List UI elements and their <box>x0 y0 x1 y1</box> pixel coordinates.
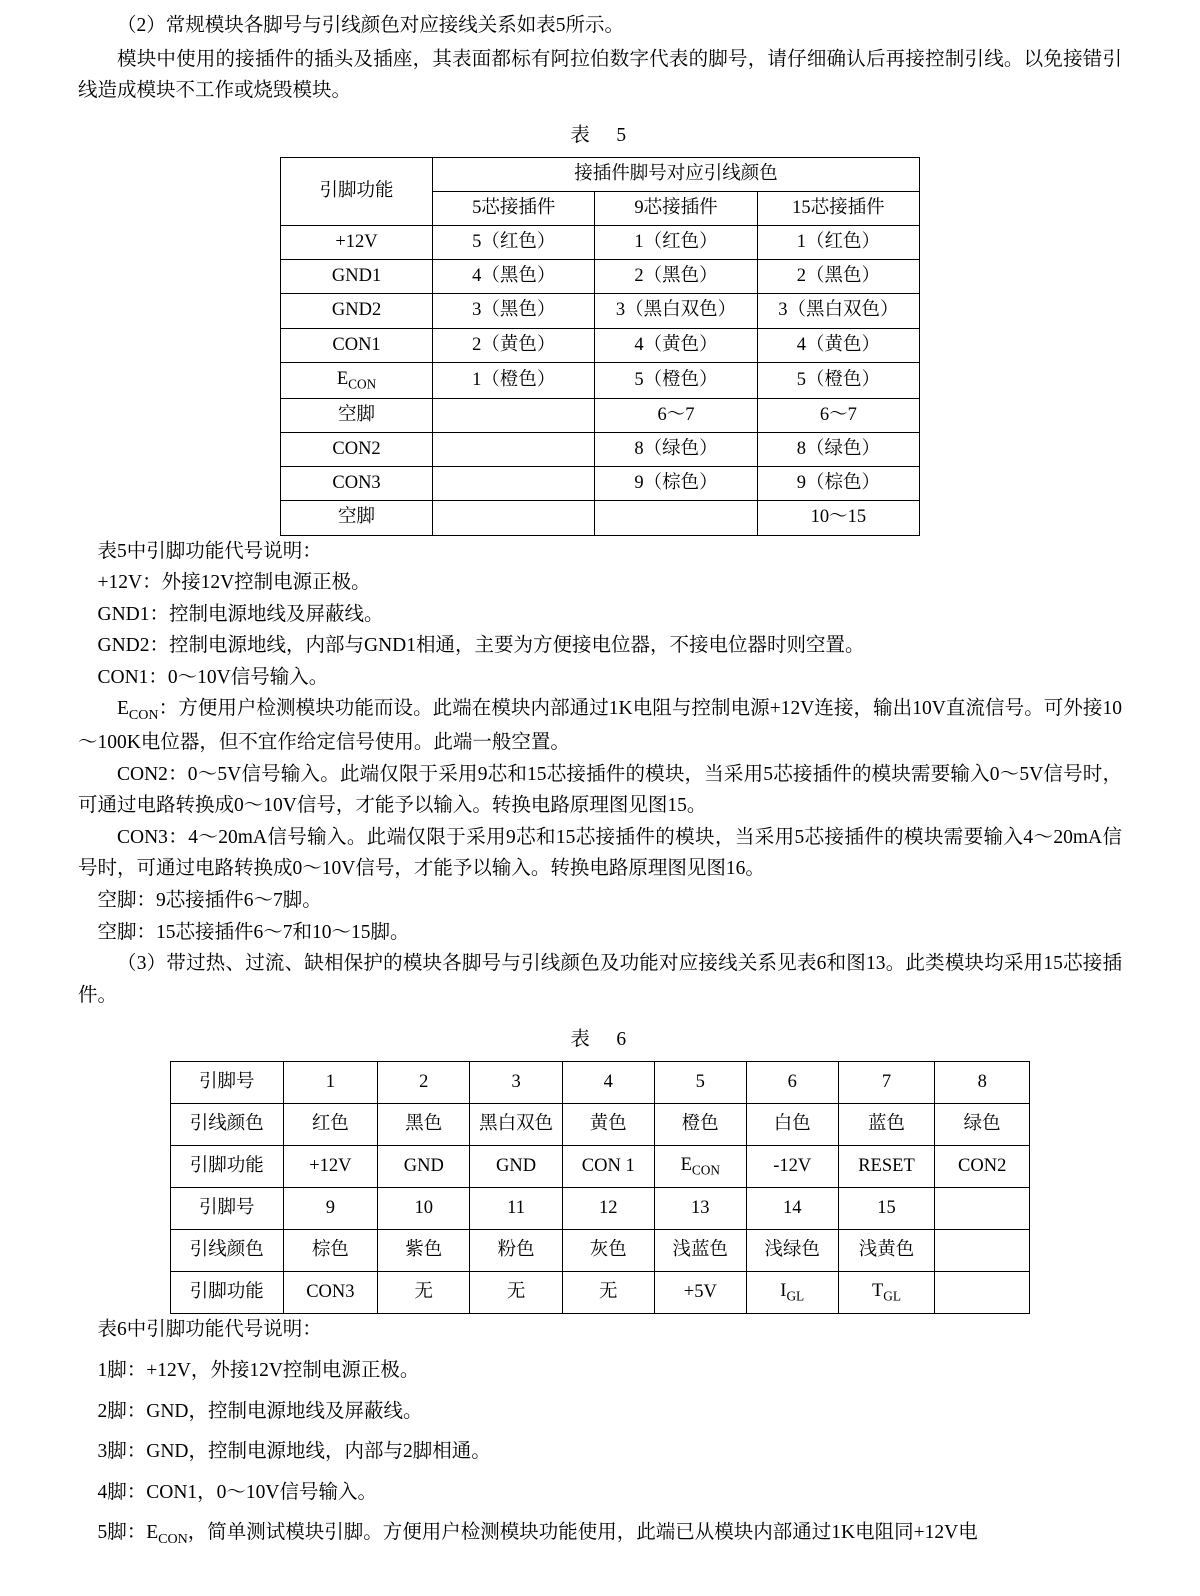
table6-cell: 黑白双色 <box>470 1104 562 1146</box>
table5-cell-5pin: 2（黄色） <box>433 328 595 362</box>
table6-cell: +5V <box>654 1272 746 1314</box>
table6-cell: CON3 <box>283 1272 378 1314</box>
table5-cell-5pin: 5（红色） <box>433 226 595 260</box>
table6-cell: RESET <box>838 1146 935 1188</box>
table5-cell-fn: 空脚 <box>281 501 433 535</box>
table6-cell: 无 <box>470 1272 562 1314</box>
table6-cell: 紫色 <box>378 1230 470 1272</box>
table5-cell-fn: GND1 <box>281 260 433 294</box>
intro-line-1: （2）常规模块各脚号与引线颜色对应接线关系如表5所示。 <box>117 15 625 36</box>
table5-cell-9pin: 2（黑色） <box>595 260 757 294</box>
table6-cell: 粉色 <box>470 1230 562 1272</box>
table6-cell: 4 <box>562 1062 654 1104</box>
table-6 <box>170 1061 1030 1314</box>
notes5-con3-paragraph: CON3：4～20mA信号输入。此端仅限于采用9芯和15芯接插件的模块，当采用5芯接插件的模块需要输入4～20mA信号时，可通过电路转换成0～10V信号，才能予以输入。转换电路原理图见图16。 <box>78 826 1122 880</box>
notes6-item: 2脚：GND，控制电源地线及屏蔽线。 <box>97 1400 423 1422</box>
table-row <box>281 260 920 294</box>
table5-header-function: 引脚功能 <box>281 157 433 225</box>
econ-label: E <box>336 368 349 389</box>
notes5-item: GND1：控制电源地线及屏蔽线。 <box>97 603 384 625</box>
table-row <box>281 226 920 260</box>
table5-cell-9pin: 8（绿色） <box>595 433 757 467</box>
table6-rowhead: 引脚号 <box>171 1188 284 1230</box>
table6-cell: 浅黄色 <box>838 1230 935 1272</box>
table6-cell: 13 <box>654 1188 746 1230</box>
table6-cell-empty <box>935 1230 1030 1272</box>
table6-rowhead: 引脚功能 <box>171 1146 284 1188</box>
table6-caption: 表 6 <box>570 1029 630 1051</box>
table6-cell: 6 <box>746 1062 838 1104</box>
table-row <box>281 362 920 398</box>
table-row <box>171 1104 1030 1146</box>
table-row <box>281 467 920 501</box>
table6-cell: 1 <box>283 1062 378 1104</box>
table6-cell: 12 <box>562 1188 654 1230</box>
table5-header-15pin: 15芯接插件 <box>757 192 919 226</box>
table5-cell-5pin: 4（黑色） <box>433 260 595 294</box>
table5-cell-5pin <box>433 433 595 467</box>
table5-cell-9pin: 4（黄色） <box>595 328 757 362</box>
notes5-item: GND2：控制电源地线，内部与GND1相通，主要为方便接电位器，不接电位器时则空置。 <box>97 635 865 657</box>
table5-header-5pin: 5芯接插件 <box>433 192 595 226</box>
table6-cell: 绿色 <box>935 1104 1030 1146</box>
table6-rowhead: 引线颜色 <box>171 1104 284 1146</box>
notes5-econ-paragraph: $E_{CON}$：方便用户检测模块功能而设。此端在模块内部通过1K电阻与控制电源+12V连接，输出10V直流信号。可外接10～100K电位器，但不宜作给定信号使用。此端一般空置。 <box>78 698 1122 754</box>
table6-cell: 8 <box>935 1062 1030 1104</box>
intro-line-2: 模块中使用的接插件的插头及插座，其表面都标有阿拉伯数字代表的脚号，请仔细确认后再接控制引线。以免接错引线造成模块不工作或烧毁模块。 <box>78 48 1122 102</box>
notes6-item: 4脚：CON1，0～10V信号输入。 <box>97 1481 378 1503</box>
table-row <box>281 157 920 191</box>
notes5-con2-paragraph: CON2：0～5V信号输入。此端仅限于采用9芯和15芯接插件的模块，当采用5芯接插件的模块需要输入0～5V信号时，可通过电路转换成0～10V信号，才能予以输入。转换电路原理图见图15。 <box>78 763 1122 817</box>
table-row <box>171 1146 1030 1188</box>
table6-cell: CON2 <box>935 1146 1030 1188</box>
table5-cell-15pin: 3（黑白双色） <box>757 294 919 328</box>
table6-cell: 9 <box>283 1188 378 1230</box>
table6-cell: 2 <box>378 1062 470 1104</box>
table6-cell: 黄色 <box>562 1104 654 1146</box>
table5-cell-fn <box>281 362 433 398</box>
table5-cell-9pin: 5（橙色） <box>595 362 757 398</box>
table6-cell: 灰色 <box>562 1230 654 1272</box>
table6-cell: 无 <box>378 1272 470 1314</box>
table5-cell-9pin: 1（红色） <box>595 226 757 260</box>
table5-cell-fn: +12V <box>281 226 433 260</box>
table6-rowhead: 引脚功能 <box>171 1272 284 1314</box>
table5-cell-fn: CON3 <box>281 467 433 501</box>
table-row <box>171 1062 1030 1104</box>
table5-cell-9pin: 6～7 <box>595 399 757 433</box>
table6-cell: 浅绿色 <box>746 1230 838 1272</box>
econ-subscript: CON <box>348 376 377 392</box>
table5-cell-fn: CON1 <box>281 328 433 362</box>
table-row <box>281 399 920 433</box>
table5-cell-9pin: 9（棕色） <box>595 467 757 501</box>
table6-cell: 白色 <box>746 1104 838 1146</box>
table6-cell: 11 <box>470 1188 562 1230</box>
table6-cell: 棕色 <box>283 1230 378 1272</box>
table6-cell: 浅蓝色 <box>654 1230 746 1272</box>
table5-cell-fn: GND2 <box>281 294 433 328</box>
table6-rowhead: 引线颜色 <box>171 1230 284 1272</box>
table6-cell: CON 1 <box>562 1146 654 1188</box>
table5-cell-9pin: 3（黑白双色） <box>595 294 757 328</box>
table-row <box>171 1188 1030 1230</box>
table6-cell: $T_{GL}$ <box>838 1272 935 1314</box>
table5-cell-9pin <box>595 501 757 535</box>
table5-cell-15pin: 4（黄色） <box>757 328 919 362</box>
table6-cell: -12V <box>746 1146 838 1188</box>
table6-cell: 5 <box>654 1062 746 1104</box>
table5-caption: 表 5 <box>570 124 630 146</box>
table6-rowhead: 引脚号 <box>171 1062 284 1104</box>
table5-cell-15pin: 9（棕色） <box>757 467 919 501</box>
table6-cell: 蓝色 <box>838 1104 935 1146</box>
notes5-item: 空脚：15芯接插件6～7和10～15脚。 <box>97 921 410 943</box>
table6-cell: +12V <box>283 1146 378 1188</box>
notes6-title: 表6中引脚功能代号说明： <box>97 1319 322 1341</box>
table6-cell: $E_{CON}$ <box>654 1146 746 1188</box>
table5-cell-5pin <box>433 501 595 535</box>
table5-cell-15pin: 1（红色） <box>757 226 919 260</box>
table5-cell-fn: CON2 <box>281 433 433 467</box>
table-5 <box>280 157 920 536</box>
table-row <box>281 294 920 328</box>
table5-header-span: 接插件脚号对应引线颜色 <box>433 157 920 191</box>
table-row <box>171 1272 1030 1314</box>
table5-cell-15pin: 5（橙色） <box>757 362 919 398</box>
table5-cell-5pin: 3（黑色） <box>433 294 595 328</box>
table-row <box>171 1230 1030 1272</box>
notes6-item-last: 5脚：$E_{CON}$，简单测试模块引脚。方便用户检测模块功能使用，此端已从模块内部通过1K电阻同+12V电 <box>97 1522 978 1548</box>
notes5-paragraph-3: （3）带过热、过流、缺相保护的模块各脚号与引线颜色及功能对应接线关系见表6和图13。此类模块均采用15芯接插件。 <box>78 953 1122 1006</box>
table-row <box>281 501 920 535</box>
table-row <box>281 433 920 467</box>
table6-cell: GND <box>470 1146 562 1188</box>
table6-cell: GND <box>378 1146 470 1188</box>
table6-cell: $I_{GL}$ <box>746 1272 838 1314</box>
notes5-item: +12V：外接12V控制电源正极。 <box>97 572 371 594</box>
table5-cell-fn: 空脚 <box>281 399 433 433</box>
table6-cell-empty <box>935 1272 1030 1314</box>
notes6-item: 3脚：GND，控制电源地线，内部与2脚相通。 <box>97 1441 491 1463</box>
table-row <box>281 328 920 362</box>
table6-cell: 无 <box>562 1272 654 1314</box>
table5-cell-15pin: 6～7 <box>757 399 919 433</box>
notes5-item: 空脚：9芯接插件6～7脚。 <box>97 889 322 911</box>
notes5-title: 表5中引脚功能代号说明： <box>97 540 322 562</box>
table5-cell-15pin: 2（黑色） <box>757 260 919 294</box>
table6-cell: 15 <box>838 1188 935 1230</box>
table6-cell-empty <box>935 1188 1030 1230</box>
table5-cell-5pin <box>433 399 595 433</box>
table6-cell: 红色 <box>283 1104 378 1146</box>
table5-cell-15pin: 10～15 <box>757 501 919 535</box>
notes5-item: CON1：0～10V信号输入。 <box>97 666 329 688</box>
notes6-item: 1脚：+12V，外接12V控制电源正极。 <box>97 1360 420 1382</box>
table5-notes <box>78 536 1122 1012</box>
table6-notes <box>78 1314 1122 1551</box>
table5-header-9pin: 9芯接插件 <box>595 192 757 226</box>
table5-cell-5pin <box>433 467 595 501</box>
table5-cell-5pin: 1（橙色） <box>433 362 595 398</box>
table6-cell: 黑色 <box>378 1104 470 1146</box>
table6-cell: 7 <box>838 1062 935 1104</box>
table6-cell: 10 <box>378 1188 470 1230</box>
table6-cell: 橙色 <box>654 1104 746 1146</box>
table5-cell-15pin: 8（绿色） <box>757 433 919 467</box>
table6-cell: 14 <box>746 1188 838 1230</box>
table6-cell: 3 <box>470 1062 562 1104</box>
